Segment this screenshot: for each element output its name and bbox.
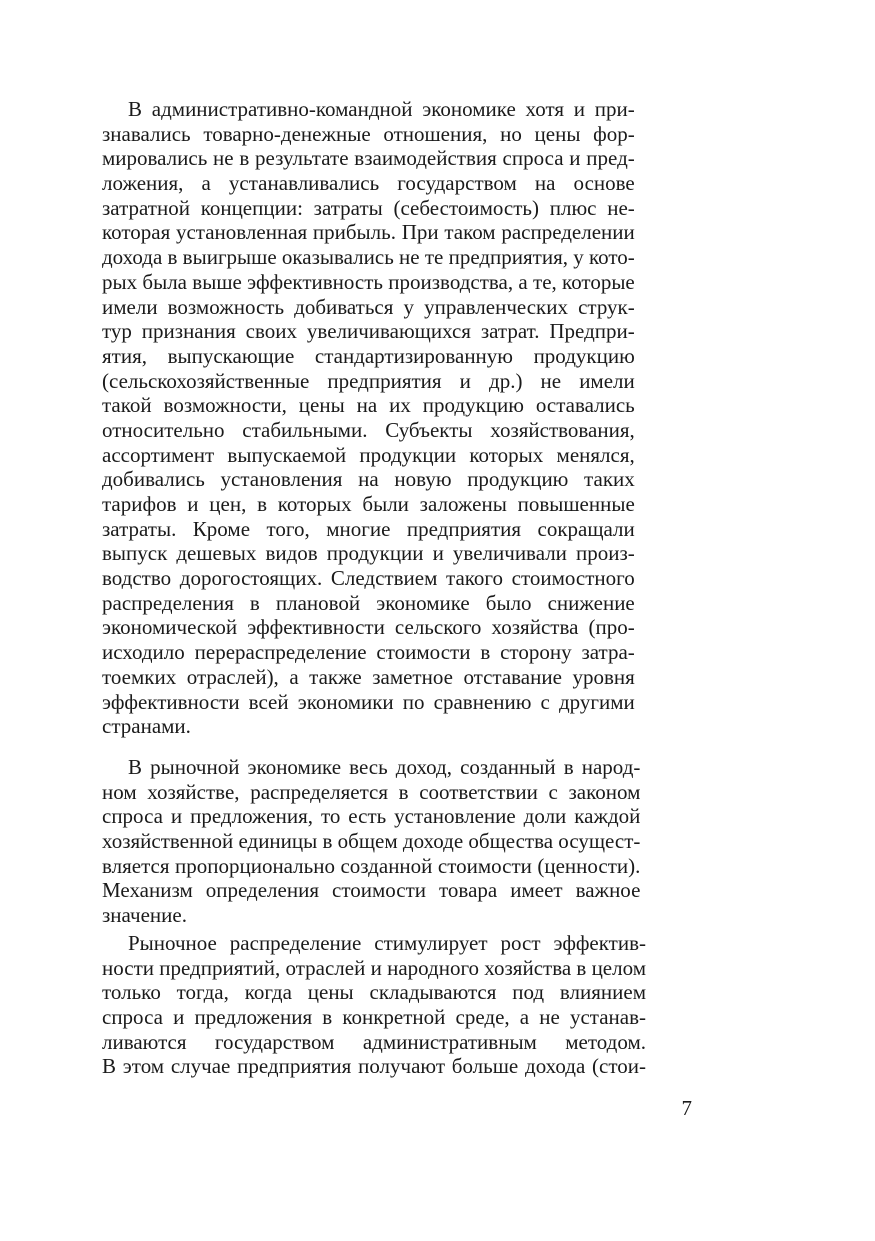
text-line: затраты. Кроме того, многие предприятия сокращали	[102, 516, 635, 541]
paragraph-3	[102, 931, 646, 1079]
text-line: ятия, выпускающие стандартизированную продукцию	[102, 343, 635, 368]
text-line: тарифов и цен, в которых были заложены повышенные	[102, 492, 635, 516]
text-line: которая установленная прибыль. При таком распределении	[102, 220, 635, 245]
text-line: В этом случае предприятия получают больше дохода (стои-	[102, 1054, 646, 1079]
text-line: ассортимент выпускаемой продукции которых менялся,	[102, 442, 635, 467]
text-line: значение.	[102, 903, 187, 928]
paragraph-1	[102, 97, 635, 739]
text-line: затратной концепции: затраты (себестоимость) плюс не-	[102, 195, 635, 220]
text-line: тур признания своих увеличивающихся затрат. Предпри-	[102, 319, 635, 344]
text-line: ном хозяйстве, распределяется в соответствии с законом	[102, 779, 641, 804]
text-line: ливаются государством административным методом.	[102, 1029, 646, 1054]
text-line: рых была выше эффективность производства, а те, которые	[102, 269, 635, 294]
text-line: только тогда, когда цены складываются под влиянием	[102, 980, 646, 1005]
text-line: имели возможность добиваться у управленческих струк-	[102, 294, 635, 319]
text-line: ности предприятий, отраслей и народного хозяйства в целом	[102, 955, 646, 980]
text-line: вляется пропорционально созданной стоимости (ценности).	[102, 853, 641, 878]
text-line: экономической эффективности сельского хозяйства (про-	[102, 615, 635, 640]
text-line: В рыночной экономике весь доход, созданный в народ-	[128, 755, 641, 779]
paragraph-2	[102, 755, 640, 928]
text-line: дохода в выигрыше оказывались не те предприятия, у кото-	[102, 245, 635, 270]
text-line: исходило перераспределение стоимости в сторону затра-	[102, 640, 635, 665]
text-line: водство дорогостоящих. Следствием такого стоимостного	[102, 566, 635, 591]
text-line: добивались установления на новую продукцию таких	[102, 467, 635, 492]
text-line: Рыночное распределение стимулирует рост эффектив-	[128, 931, 646, 955]
text-line: В административно-командной экономике хотя и при-	[128, 97, 635, 121]
text-line: выпуск дешевых видов продукции и увеличивали произ-	[102, 541, 635, 566]
text-line: знавались товарно-денежные отношения, но цены фор-	[102, 121, 635, 146]
text-line: эффективности всей экономики по сравнению с другими	[102, 689, 635, 714]
text-line: Механизм определения стоимости товара имеет важное	[102, 878, 641, 903]
text-line: хозяйственной единицы в общем доходе общества осущест-	[102, 829, 641, 854]
text-line: относительно стабильными. Субъекты хозяйствования,	[102, 417, 635, 442]
text-line: (сельскохозяйственные предприятия и др.) не имели	[102, 368, 635, 393]
text-line: такой возможности, цены на их продукцию оставались	[102, 393, 635, 418]
text-line: мировались не в результате взаимодействия спроса и пред-	[102, 146, 635, 171]
text-line: тоемких отраслей), а также заметное отставание уровня	[102, 664, 635, 689]
text-line: спроса и предложения, то есть установление доли каждой	[102, 804, 641, 829]
text-line: спроса и предложения в конкретной среде, а не устанав-	[102, 1005, 646, 1030]
text-line: распределения в плановой экономике было снижение	[102, 590, 635, 615]
page-number: 7	[681, 1096, 692, 1120]
text-line: ложения, а устанавливались государством на основе	[102, 171, 635, 196]
text-line: странами.	[102, 714, 191, 739]
